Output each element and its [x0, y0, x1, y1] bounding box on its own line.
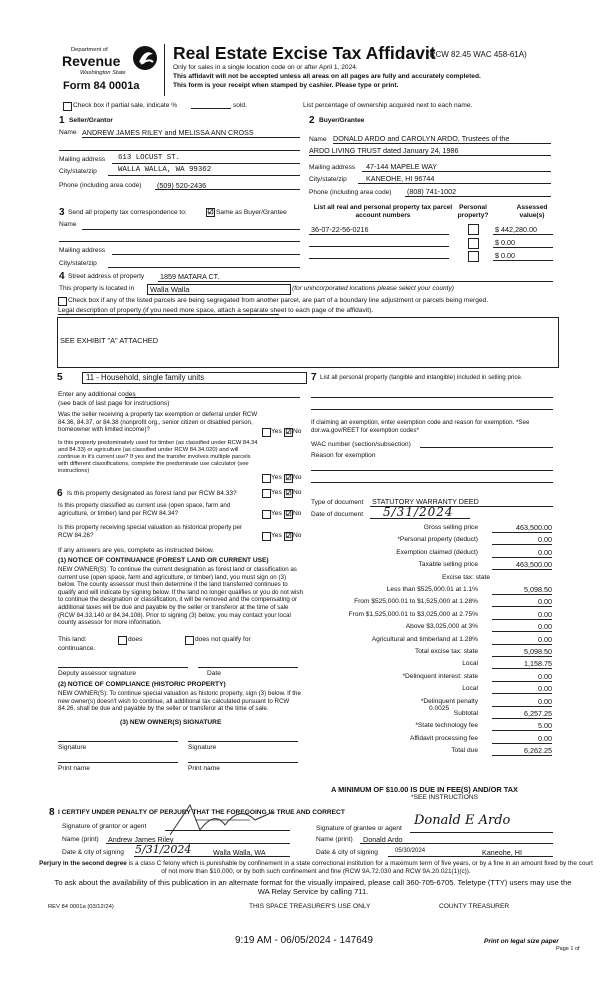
segregated-checkbox[interactable]: [58, 297, 67, 306]
calc-amount[interactable]: 0.00: [492, 622, 552, 632]
print-name-label-2: Print name: [188, 765, 220, 772]
deputy-date-label: Date: [207, 670, 221, 677]
grantee-city-field[interactable]: Kaneohe, HI: [482, 848, 522, 857]
perjury-bold: Perjury in the second degree: [39, 860, 127, 867]
buyer-city-field[interactable]: KANEOHE, HI 96744: [366, 174, 435, 183]
parcel-3-field[interactable]: [309, 258, 449, 259]
seller-mailing-field[interactable]: 613 LOCUST ST.: [118, 154, 181, 162]
section-8-number: 8: [49, 807, 55, 818]
calc-label: Total excise tax: state: [414, 648, 478, 655]
current-use-question: Is this property classified as current use (open space, farm and agriculture, or timber) land per RCW 84.34?: [58, 502, 231, 517]
notice-2-title: (2) NOTICE OF COMPLIANCE (HISTORIC PROPERTY): [58, 681, 226, 688]
buyer-mailing-label: Mailing address: [309, 164, 356, 171]
assessed-col-header: Assessed value(s): [516, 204, 548, 219]
does-label: does: [128, 636, 143, 643]
calc-amount[interactable]: 6,257.25: [492, 709, 552, 719]
grantor-signature-icon: [155, 800, 295, 845]
exemption-instructions: If claiming an exemption, enter exemption code and reason for exemption. *See dor.wa.gov/REET for exemption codes*: [311, 419, 530, 434]
calc-amount[interactable]: 0.00: [492, 535, 552, 545]
legal-description-box[interactable]: [57, 317, 559, 368]
wac-label: WAC number (section/subsection): [311, 441, 411, 448]
calc-label: Local: [462, 685, 478, 692]
new-owner-sig-1[interactable]: [58, 741, 178, 742]
calc-amount[interactable]: 0.00: [492, 597, 552, 607]
calc-label: *Delinquent interest: state: [402, 673, 478, 680]
grantor-city-field[interactable]: Walla Walla, WA: [213, 848, 266, 857]
calc-label: *Personal property (deduct): [397, 536, 478, 543]
q2-no-label: No: [293, 474, 302, 481]
same-as-buyer-checkbox[interactable]: ☑: [207, 209, 214, 216]
grantor-date-field[interactable]: 5/31/2024: [135, 843, 192, 856]
q6b-yes-label: Yes: [271, 510, 282, 517]
q6a-yes-label: Yes: [271, 489, 282, 496]
q6b-no-checkbox[interactable]: ☑: [285, 511, 292, 518]
local-rate: 0.0025: [429, 705, 450, 712]
grantee-date-field[interactable]: 05/30/2024: [395, 848, 426, 854]
notice-2-body: NEW OWNER(S): To continue special valuation as historic property, sign (3) below. If the new owner(s) doesn't wish to continue, all additional tax calculated pursuant to RCW 84.26, shall be due and payable by the seller or transferor at the time of sale.: [58, 690, 301, 713]
does-checkbox[interactable]: [118, 636, 127, 645]
personal-property-2-checkbox[interactable]: [468, 238, 479, 249]
q1-yes-label: Yes: [271, 428, 282, 435]
notice-3-title: (3) NEW OWNER(S) SIGNATURE: [120, 719, 222, 726]
additional-codes-field[interactable]: [125, 397, 300, 398]
calc-label: Gross selling price: [423, 524, 478, 531]
legal-description-label: Legal description of property (if you need more space, attach a separate sheet to each page of the affidavit).: [58, 307, 374, 314]
county-treasurer-label: COUNTY TREASURER: [439, 903, 510, 910]
calc-amount[interactable]: 463,500.00: [492, 523, 552, 533]
dept-line1: Department of: [71, 47, 108, 53]
dept-line2: Revenue: [62, 53, 121, 69]
calc-amount[interactable]: 0.00: [492, 697, 552, 707]
seller-phone-field[interactable]: (509) 520-2436: [157, 181, 207, 190]
q6a-no-checkbox[interactable]: ☑: [285, 490, 292, 497]
parcel-2-field[interactable]: [309, 246, 449, 247]
deputy-signature-field[interactable]: [58, 667, 188, 668]
calc-amount[interactable]: 1,158.75: [492, 659, 552, 669]
q6a-no-label: No: [293, 489, 302, 496]
calc-label: Total due: [451, 747, 478, 754]
calc-label: Excise tax: state: [441, 574, 490, 581]
print-name-label-1: Print name: [58, 765, 90, 772]
section-3-label: Send all property tax correspondence to:: [68, 209, 187, 216]
doc-date-field[interactable]: 5/31/2024: [383, 505, 454, 519]
section-3-name-field[interactable]: [82, 229, 300, 230]
personal-col-header: Personal property?: [457, 204, 489, 219]
grantee-date-label: Date & city of signing: [316, 849, 378, 856]
calc-label: Less than $525,000.01 at 1.1%: [386, 586, 478, 593]
calc-amount[interactable]: 5,098.50: [492, 647, 552, 657]
q6b-no-label: No: [293, 510, 302, 517]
q2-yes-label: Yes: [271, 474, 282, 481]
seller-city-label: City/state/zip: [59, 168, 97, 175]
q1-no-label: No: [293, 428, 302, 435]
buyer-name-label: Name: [309, 136, 327, 143]
see-back-label: (see back of last page for instructions): [58, 400, 170, 407]
if-yes-note: If any answers are yes, complete as instructed below.: [58, 547, 215, 554]
additional-codes-label: Enter any additional codes: [58, 391, 136, 398]
grantor-sig-label: Signature of grantor or agent: [62, 823, 147, 830]
calc-amount[interactable]: 0.00: [492, 635, 552, 645]
perjury-notice: [36, 860, 596, 875]
buyer-section-label: Buyer/Grantee: [319, 117, 365, 124]
segregated-label: Check box if any of the listed parcels are being segregated from another parcel, are part of a boundary line adjustment or parcels being merged.: [68, 297, 489, 304]
form-number: Form 84 0001a: [63, 80, 140, 92]
grantor-name-field[interactable]: Andrew James Riley: [108, 835, 174, 844]
parcel-col-header: List all real and personal property tax parcel account numbers: [313, 204, 453, 219]
partial-sale-sold: sold.: [233, 102, 247, 109]
street-address-label: Street address of property: [68, 273, 145, 280]
legal-paper-note: Print on legal size paper: [484, 938, 559, 945]
calc-amount[interactable]: 0.00: [492, 610, 552, 620]
ownership-note: List percentage of ownership acquired next to each name.: [303, 102, 473, 109]
q1-yes-checkbox[interactable]: [262, 428, 271, 437]
q6a-yes-checkbox[interactable]: [262, 489, 271, 498]
this-land-label: This land:: [58, 636, 87, 643]
section-7-number: 7: [311, 372, 317, 383]
new-owner-print-1[interactable]: [58, 762, 178, 763]
calc-label: Agricultural and timberland at 1.28%: [371, 636, 478, 643]
section-3-number: 3: [59, 207, 65, 218]
treasurer-use-label: THIS SPACE TREASURER'S USE ONLY: [249, 903, 371, 910]
notice-1-body: NEW OWNER(S): To continue the current designation as forest land or classification as current use (open space, farm and agriculture, or timber) land, you must sign on (3) below. The county assessor must then determine if the land transferred continues to qualify and will indicate by signing below. If the land no longer qualifies or you do not wish to continue the designation or classification, it will be removed and the compensating or additional taxes will be due and payable by the seller or transferor at the time of sale (RCW 84.33.140 or 84.34.108). Prior to signing (3) below, you may contact your local county assessor for more information.: [58, 566, 303, 627]
see-instructions-note: *SEE INSTRUCTIONS: [411, 794, 479, 801]
notice-1-title: (1) NOTICE OF CONTINUANCE (FOREST LAND OR CURRENT USE): [58, 557, 269, 564]
calc-label: Taxable selling price: [418, 561, 478, 568]
buyer-phone-label: Phone (including area code): [309, 189, 392, 196]
calc-label: *State technology fee: [415, 722, 478, 729]
grantor-name-label: Name (print): [62, 836, 99, 843]
exemption-question: Was the seller receiving a property tax exemption or deferral under RCW 84.36, 84.37, or 84.38 (nonprofit org., senior citizen or disabled person, homeowner with limited income)?: [58, 411, 258, 434]
new-owner-print-2[interactable]: [188, 762, 298, 763]
seller-section-label: Seller/Grantor: [69, 117, 113, 124]
section-2-number: 2: [309, 115, 315, 126]
subtitle-2: This affidavit will not be accepted unless all areas on all pages are fully and accurately completed.: [173, 73, 481, 80]
section-3-mailing-field[interactable]: [112, 254, 300, 255]
subtitle-3: This form is your receipt when stamped by cashier. Please type or print.: [173, 82, 399, 89]
doc-type-label: Type of document: [311, 499, 364, 506]
q2-yes-checkbox[interactable]: [262, 474, 271, 483]
timber-question: Is this property predominately used for timber (as classified under RCW 84.34 and 84.33) or agriculture (as classified under RCW 84.34.020) and will continue in it's current use? If yes and the transfer involves multiple parcels with different classifications, complete the predominate use calculator (see instructions): [58, 440, 258, 474]
buyer-city-label: City/state/zip: [309, 176, 347, 183]
dept-line3: Washington State: [80, 70, 126, 76]
q6c-no-label: No: [293, 532, 302, 539]
revision-label: REV 84 0001a (03/12/24): [48, 904, 114, 910]
section-3-name-label: Name: [59, 221, 77, 228]
property-use-select[interactable]: 11 - Household, single family units: [82, 372, 307, 384]
calc-label: From $1,525,000.01 to $3,025,000 at 2.75%: [348, 611, 478, 618]
calc-label: Exemption claimed (deduct): [396, 549, 478, 556]
seller-mailing-label: Mailing address: [59, 156, 106, 163]
calc-amount[interactable]: 5.00: [492, 721, 552, 731]
page-title: Real Estate Excise Tax Affidavit: [173, 43, 436, 63]
receipt-stamp: 9:19 AM - 06/05/2024 - 147649: [235, 935, 373, 946]
calc-amount[interactable]: 5,098.50: [492, 585, 552, 595]
located-in-note: (for unincorporated locations please select your county): [292, 285, 455, 292]
personal-property-1-checkbox[interactable]: [468, 224, 479, 235]
q1-no-checkbox[interactable]: ☑: [285, 429, 292, 436]
same-as-buyer-label: Same as Buyer/Grantee: [216, 209, 287, 216]
located-in-select[interactable]: Walla Walla: [147, 284, 291, 295]
minimum-due-note: A MINIMUM OF $10.00 IS DUE IN FEE(S) AND/OR TAX: [331, 785, 518, 794]
does-not-checkbox[interactable]: [185, 636, 194, 645]
section-5-number: 5: [57, 372, 63, 383]
seller-name-label: Name: [59, 129, 77, 136]
q2-no-checkbox[interactable]: ☑: [285, 475, 292, 482]
continuance-label: continuance.: [58, 645, 96, 652]
buyer-name-field-2[interactable]: ARDO LIVING TRUST dated January 24, 1986: [309, 146, 459, 155]
grantee-name-field[interactable]: Donald Ardo: [363, 835, 403, 844]
does-not-label: does not qualify for: [195, 636, 251, 643]
calc-amount[interactable]: 463,500.00: [492, 560, 552, 570]
partial-sale-checkbox[interactable]: [63, 102, 72, 111]
section-3-city-field[interactable]: [108, 267, 300, 268]
signature-label-1: Signature: [58, 744, 87, 751]
buyer-phone-field[interactable]: (808) 741-1002: [407, 187, 457, 196]
street-address-field[interactable]: 1859 MATARA CT.: [160, 272, 220, 281]
grantee-sig-label: Signature of grantee or agent: [316, 825, 402, 832]
parcel-1-field[interactable]: 36-07-22-56-0216: [311, 225, 369, 234]
subtitle-1: Only for sales in a single location code on or after April 1, 2024.: [173, 64, 358, 71]
doc-date-label: Date of document: [311, 511, 364, 518]
title-ref: (RCW 82.45 WAC 458-61A): [427, 50, 527, 59]
personal-property-3-checkbox[interactable]: [468, 251, 479, 262]
partial-sale-label: Check box if partial sale, indicate %: [73, 102, 178, 109]
signature-label-2: Signature: [188, 744, 217, 751]
certify-statement: I CERTIFY UNDER PENALTY OF PERJURY THAT THE FOREGOING IS TRUE AND CORRECT: [58, 809, 345, 816]
section-4-number: 4: [59, 271, 65, 282]
section-3-city-label: City/state/zip: [59, 260, 97, 267]
forest-land-question: Is this property designated as forest land per RCW 84.33?: [67, 490, 237, 497]
legal-description-value: SEE EXHIBIT "A" ATTACHED: [60, 336, 159, 345]
reason-label: Reason for exemption: [311, 452, 376, 459]
perjury-text: is a class C felony which is punishable by confinement in a state correctional institution for a maximum term of five years, or by a fine in an amount fixed by the court of not more than $10,000, or by both such confinement and fine (RCW 9A.72.030 and RCW 9A.20.021(1)(c)).: [128, 860, 593, 875]
calc-amount[interactable]: 0.00: [492, 734, 552, 744]
personal-property-label: List all personal property (tangible and intangible) included in selling price.: [320, 374, 523, 381]
wac-field[interactable]: [420, 447, 553, 448]
grantor-date-label: Date & city of signing: [62, 849, 124, 856]
deputy-sig-label: Deputy assessor signature: [58, 670, 137, 677]
located-in-label: This property is located in: [59, 285, 135, 292]
section-6-number: 6: [57, 488, 63, 499]
calc-label: From $525,000.01 to $1,525,000 at 1.28%: [354, 598, 478, 605]
reason-field-1[interactable]: [311, 470, 553, 471]
section-1-number: 1: [59, 115, 65, 126]
calc-label: *Delinquent penalty: [420, 698, 478, 705]
seller-city-field[interactable]: WALLA WALLA, WA 99362: [118, 166, 212, 174]
buyer-name-field-1[interactable]: DONALD ARDO and CAROLYN ARDO, Trustees of the: [333, 134, 510, 143]
calc-amount[interactable]: 6,262.25: [492, 746, 552, 756]
q6c-yes-label: Yes: [271, 532, 282, 539]
revenue-logo-icon: [131, 44, 159, 72]
assessed-value-3[interactable]: $ 0.00: [495, 251, 515, 260]
doc-type-field[interactable]: STATUTORY WARRANTY DEED: [372, 497, 479, 506]
seller-phone-label: Phone (including area code): [59, 182, 142, 189]
grantee-name-label: Name (print): [316, 836, 353, 843]
assessed-value-2[interactable]: $ 0.00: [495, 238, 515, 247]
historic-question: Is this property receiving special valuation as historical property per RCW 84.26?: [58, 524, 242, 539]
assessed-value-1[interactable]: $ 442,280.00: [495, 225, 537, 234]
calc-label: Subtotal: [453, 710, 478, 717]
reason-field-2[interactable]: [311, 482, 553, 483]
calc-label: Above $3,025,000 at 3%: [405, 623, 478, 630]
page-number: Page 1 of: [556, 946, 580, 952]
q6c-no-checkbox[interactable]: ☑: [285, 533, 292, 540]
q6b-yes-checkbox[interactable]: [262, 510, 271, 519]
alt-format-notice: To ask about the availability of this publication in an alternate format for the visually impaired, please call 360-705-6705. Teletype (TTY) users may use the WA Relay Service by calling 711.: [54, 878, 572, 896]
calc-amount[interactable]: 0.00: [492, 684, 552, 694]
calc-label: Affidavit processing fee: [409, 735, 478, 742]
buyer-mailing-field[interactable]: 47-144 MAPELE WAY: [366, 162, 438, 171]
personal-property-field-1[interactable]: [311, 397, 553, 398]
seller-name-field[interactable]: ANDREW JAMES RILEY and MELISSA ANN CROSS: [82, 128, 254, 137]
grantee-signature-field[interactable]: Donald E Ardo: [414, 813, 511, 828]
calc-label: Local: [462, 660, 478, 667]
personal-property-field-2[interactable]: [311, 409, 553, 410]
calc-amount[interactable]: 0.00: [492, 548, 552, 558]
calc-amount[interactable]: 0.00: [492, 672, 552, 682]
section-3-mailing-label: Mailing address: [59, 247, 106, 254]
